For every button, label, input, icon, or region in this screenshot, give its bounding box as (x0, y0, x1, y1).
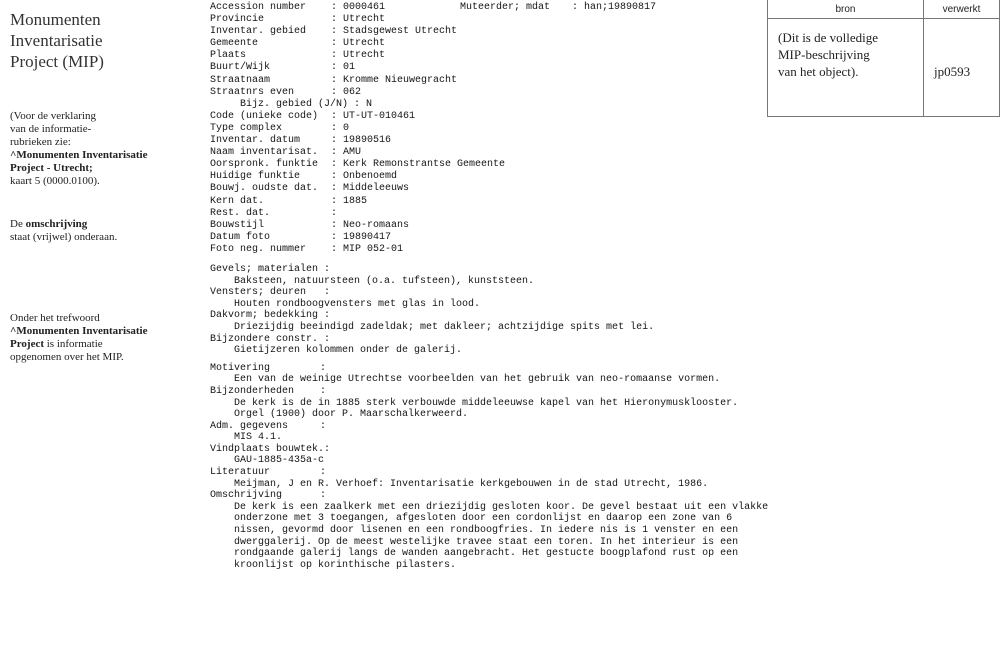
record-section (210, 310, 770, 333)
field-value: 1885 (343, 195, 368, 207)
mip-record (210, 2, 770, 571)
section-label: Dakvorm; bedekking : (210, 310, 331, 322)
section-label-row (210, 467, 770, 479)
section-label: Adm. gegevens (210, 420, 289, 432)
section-label-row (210, 490, 770, 502)
field-colon: : (331, 50, 338, 62)
note-line: (Voor de verklaring (10, 110, 96, 122)
record-field-row (210, 208, 770, 220)
section-text: Meijman, J en R. Verhoef: Inventarisatie kerkgebouwen in de stad Utrecht, 1986. (234, 478, 709, 490)
section-label-row (210, 264, 770, 276)
record-field-row (210, 135, 770, 147)
record-field-row (210, 38, 770, 50)
field-value: 0 (343, 122, 350, 134)
section-label-row (210, 386, 770, 398)
field-label: Provincie (210, 14, 265, 26)
record-field-row (210, 50, 770, 62)
bron-line: MIP-beschrijving (778, 47, 870, 62)
section-text: MIS 4.1. (234, 432, 283, 444)
field-label: Bouwj. oudste dat. (210, 183, 319, 195)
record-section (210, 264, 770, 287)
section-label: Vensters; deuren : (210, 287, 331, 299)
field-colon: : (331, 183, 338, 195)
note-line: staat (vrijwel) onderaan. (10, 231, 118, 243)
record-section (210, 421, 770, 444)
field-colon: : (331, 74, 338, 86)
field-label: Bouwstijl (210, 219, 265, 231)
field-colon: : (331, 38, 338, 50)
field-label: Naam inventarisat. (210, 147, 319, 159)
bron-line: van het object). (778, 64, 859, 79)
field-label: Huidige funktie (210, 171, 301, 183)
field-value: Onbenoemd (343, 171, 398, 183)
section-colon: : (320, 420, 327, 432)
field-label: Foto neg. nummer (210, 243, 307, 255)
record-field-row (210, 87, 770, 99)
note-bold-line: ^Monumenten Inventarisatie (10, 325, 148, 337)
legend-note (10, 110, 200, 188)
section-text: Driezijdig beeindigd zadeldak; met dakleer; achtzijdige spits met lei. (234, 321, 655, 333)
section-colon: : (320, 362, 327, 374)
record-field-row (210, 14, 770, 26)
field-value: AMU (343, 147, 362, 159)
field-label: Straatnrs even (210, 86, 295, 98)
record-field-row (210, 232, 770, 244)
section-label-row (210, 444, 770, 456)
note-bold-line: Project - Utrecht; (10, 162, 93, 174)
field-value: Middeleeuws (343, 183, 410, 195)
field-value: Utrecht (343, 50, 386, 62)
field-colon: : (331, 62, 338, 74)
field-label: Kern dat. (210, 195, 265, 207)
record-field-row (210, 147, 770, 159)
field-colon: : (331, 110, 338, 122)
mutator-colon: : (572, 2, 579, 13)
field-label: Code (unieke code) (210, 110, 319, 122)
record-section (210, 363, 770, 386)
note-text: De (10, 218, 26, 230)
note-bold-line: ^Monumenten Inventarisatie (10, 149, 148, 161)
record-field-row (210, 2, 770, 14)
field-label: Gemeente (210, 38, 259, 50)
field-value: Stadsgewest Utrecht (343, 26, 458, 38)
record-section (210, 287, 770, 310)
note-text: is informatie (44, 338, 103, 350)
bron-line: (Dit is de volledige (778, 30, 879, 45)
section-label-row (210, 287, 770, 299)
record-section (210, 490, 770, 571)
section-label-row (210, 310, 770, 322)
section-colon: : (320, 467, 327, 479)
field-colon: : (331, 243, 338, 255)
field-value: 19890417 (343, 231, 392, 243)
description-note (10, 218, 200, 244)
record-section (210, 444, 770, 467)
section-label-row (210, 363, 770, 375)
field-label: Straatnaam (210, 74, 271, 86)
field-colon: : (331, 86, 338, 98)
record-field-row (210, 99, 770, 111)
bron-cell (768, 19, 924, 117)
field-label: Accession number (210, 2, 307, 13)
bron-table (767, 0, 1000, 117)
field-label: Rest. dat. (210, 207, 271, 219)
sidebar-title (10, 9, 200, 72)
field-colon: : (331, 14, 338, 26)
field-value: 0000461 (343, 2, 386, 13)
field-value: 19890516 (343, 135, 392, 147)
record-field-row (210, 220, 770, 232)
verwerkt-header: verwerkt (923, 0, 999, 19)
field-label: Inventar. gebied (210, 26, 307, 38)
record-field-row (210, 62, 770, 74)
field-colon: : (331, 219, 338, 231)
field-colon: : (331, 2, 338, 13)
note-line: opgenomen over het MIP. (10, 351, 124, 363)
record-field-row (210, 111, 770, 123)
note-line: rubrieken zie: (10, 136, 71, 148)
section-label: Bijzondere constr. : (210, 333, 331, 345)
field-colon: : (331, 147, 338, 159)
field-value: MIP 052-01 (343, 243, 404, 255)
mutator-value: han;19890817 (584, 2, 657, 13)
section-text: Houten rondboogvensters met glas in lood. (234, 298, 481, 310)
record-field-row (210, 196, 770, 208)
field-value: Utrecht (343, 38, 386, 50)
record-sections (210, 264, 770, 571)
field-label: Type complex (210, 122, 283, 134)
field-value: Kromme Nieuwegracht (343, 74, 458, 86)
field-colon: : (331, 171, 338, 183)
field-label: Buurt/Wijk (210, 62, 271, 74)
section-colon: : (320, 490, 327, 502)
record-field-row (210, 26, 770, 38)
title-line: Inventarisatie (10, 31, 103, 50)
section-text: De kerk is een zaalkerk met een driezijdig gesloten koor. De gevel bestaat uit een vlakke onderzone met 3 toegangen, afgesloten door een cordonlijst en daarop een zone van 6 nissen, gevormd door lisenen en een rondboogfries. In iedere nis is 1 venster en een dwerggalerij. Op de meest westelijke travee staat een toren. In het interieur is een rondgaande galerij langs de wanden aangebracht. Het gestucte boogplafond rust op een kroonlijst op korinthische pilasters. (234, 501, 769, 571)
field-value: UT-UT-010461 (343, 110, 416, 122)
title-line: Project (MIP) (10, 52, 104, 71)
field-colon: : (331, 195, 338, 207)
section-label: Bijzonderheden (210, 385, 295, 397)
record-field-row (210, 159, 770, 171)
note-line: kaart 5 (0000.0100). (10, 175, 100, 187)
section-label: Omschrijving (210, 490, 283, 502)
field-colon: : (331, 135, 338, 147)
section-label-row (210, 334, 770, 346)
field-label: Bijz. gebied (J/N) : N (240, 98, 373, 110)
record-field-row (210, 183, 770, 195)
mutator-label: Muteerder; mdat (460, 2, 551, 13)
record-fields (210, 2, 770, 256)
title-line: Monumenten (10, 10, 101, 29)
section-label: Motivering (210, 362, 271, 374)
keyword-note (10, 312, 200, 364)
section-text: De kerk is de in 1885 sterk verbouwde middeleeuwse kapel van het Hieronymusklooster. Orgel (1900) door P. Maarschalkerweerd. (234, 397, 739, 421)
section-label: Gevels; materialen : (210, 263, 331, 275)
field-label: Datum foto (210, 231, 271, 243)
record-section (210, 386, 770, 421)
field-value: 01 (343, 62, 356, 74)
note-line: van de informatie- (10, 123, 92, 135)
record-field-row (210, 123, 770, 135)
record-field-row (210, 171, 770, 183)
field-label: Inventar. datum (210, 135, 301, 147)
section-text: Een van de weinige Utrechtse voorbeelden van het gebruik van neo-romaanse vormen. (234, 374, 721, 386)
field-colon: : (331, 122, 338, 134)
section-label: Vindplaats bouwtek.: (210, 443, 331, 455)
field-colon: : (331, 159, 338, 171)
record-field-row (210, 244, 770, 256)
field-colon: : (331, 26, 338, 38)
section-text: Gietijzeren kolommen onder de galerij. (234, 345, 463, 357)
verwerkt-cell: jp0593 (923, 19, 999, 117)
note-bold-word: omschrijving (25, 218, 88, 230)
field-value: Utrecht (343, 14, 386, 26)
field-colon: : (331, 207, 338, 219)
field-value: Neo-romaans (343, 219, 410, 231)
field-colon: : (331, 231, 338, 243)
section-label-row (210, 421, 770, 433)
bron-header: bron (768, 0, 924, 19)
section-label: Literatuur (210, 467, 271, 479)
field-value: Kerk Remonstrantse Gemeente (343, 159, 506, 171)
record-section (210, 467, 770, 490)
record-field-row (210, 75, 770, 87)
section-text: GAU-1885-435a-c (234, 455, 325, 467)
record-section (210, 334, 770, 357)
field-value: 062 (343, 86, 362, 98)
note-bold-word: Project (10, 338, 44, 350)
field-label: Plaats (210, 50, 247, 62)
field-label: Oorspronk. funktie (210, 159, 319, 171)
section-colon: : (320, 385, 327, 397)
note-line: Onder het trefwoord (10, 312, 100, 324)
section-text: Baksteen, natuursteen (o.a. tufsteen), kunststeen. (234, 275, 535, 287)
